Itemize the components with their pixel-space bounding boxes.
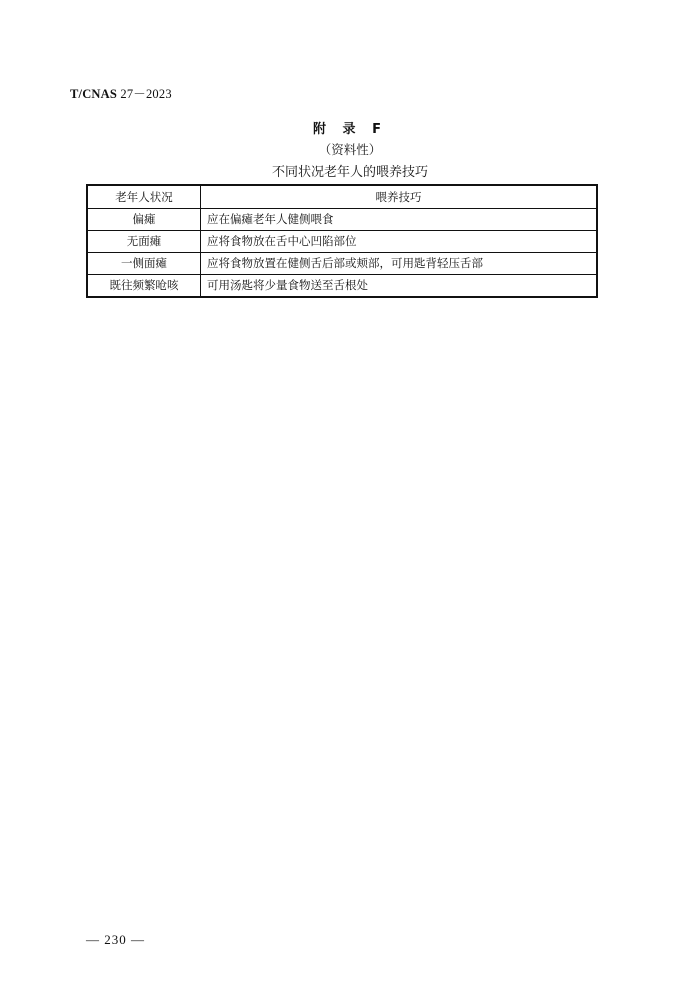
- feeding-techniques-table: [86, 184, 598, 298]
- appendix-title: 附 录 F: [313, 122, 387, 137]
- condition-cell: 一侧面瘫: [87, 253, 201, 275]
- technique-cell: 应将食物放在舌中心凹陷部位: [201, 231, 598, 253]
- table-row: [87, 275, 597, 298]
- table-row: [87, 209, 597, 231]
- condition-cell: 偏瘫: [87, 209, 201, 231]
- standard-prefix: T/CNAS: [70, 87, 118, 101]
- condition-cell: 既往频繁呛咳: [87, 275, 201, 298]
- technique-cell: 可用汤匙将少量食物送至舌根处: [201, 275, 598, 298]
- standard-number: 27－2023: [117, 87, 172, 101]
- table-row: [87, 231, 597, 253]
- technique-cell: 应将食物放置在健侧舌后部或颊部，可用匙背轻压舌部: [201, 253, 598, 275]
- table-title: 不同状况老年人的喂养技巧: [271, 165, 428, 180]
- table-header-row: [87, 185, 597, 209]
- column-header-condition: 老年人状况: [87, 185, 201, 209]
- technique-cell: 应在偏瘫老年人健侧喂食: [201, 209, 598, 231]
- standard-code: [70, 84, 172, 102]
- appendix-nature: （资料性）: [318, 142, 382, 157]
- condition-cell: 无面瘫: [87, 231, 201, 253]
- table-row: [87, 253, 597, 275]
- page-number: — 230 —: [86, 932, 145, 947]
- column-header-technique: 喂养技巧: [201, 185, 598, 209]
